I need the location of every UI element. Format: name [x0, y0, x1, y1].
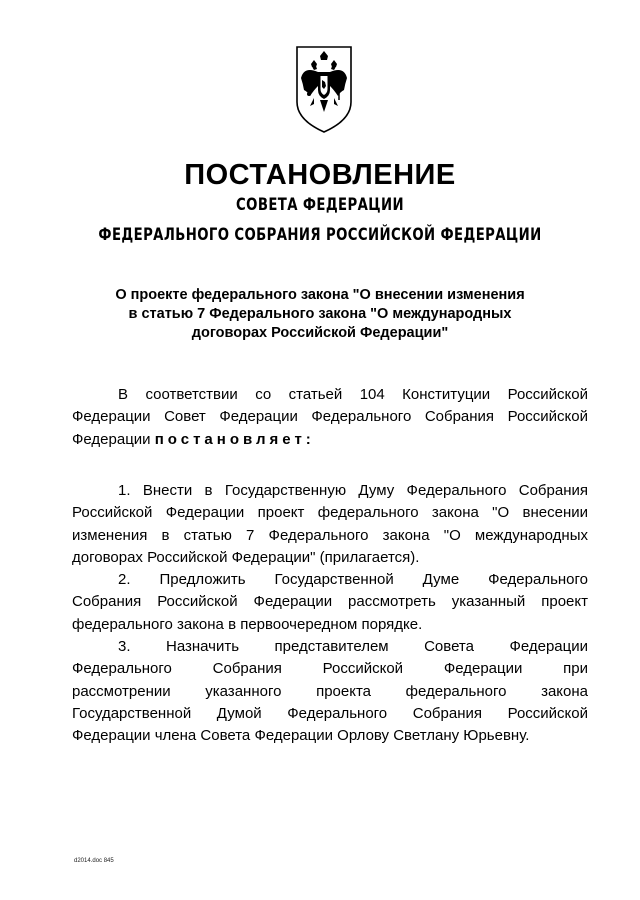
document-code: d2014.doc 845 — [74, 858, 114, 864]
preamble-paragraph — [72, 384, 588, 451]
preamble-line: Федерации Совет Федерации Федерального Собрания Российской — [72, 408, 588, 426]
subject-line: в статью 7 Федерального закона "О международных — [128, 306, 512, 322]
subject-line: договорах Российской Федерации" — [191, 325, 449, 341]
item-line: Российской Федерации проект федерального закона "О внесении — [72, 504, 588, 522]
item-line: 3. Назначить представителем Совета Федерации — [118, 638, 588, 656]
item-1 — [72, 480, 588, 569]
item-line: договорах Российской Федерации" (прилагается). — [72, 548, 420, 566]
item-line: Собрания Российской Федерации рассмотреть указанный проект — [72, 593, 588, 611]
preamble-line: В соответствии со статьей 104 Конституции Российской — [118, 386, 588, 403]
item-2 — [72, 569, 588, 636]
coat-of-arms-icon — [294, 44, 354, 134]
item-line: 1. Внести в Государственную Думу Федерального Собрания — [118, 482, 588, 499]
item-3 — [72, 636, 588, 747]
subject-line: О проекте федерального закона "О внесении изменения — [115, 287, 525, 303]
issuer-line-2: ФЕДЕРАЛЬНОГО СОБРАНИЯ РОССИЙСКОЙ ФЕДЕРАЦИИ — [98, 225, 542, 245]
item-line: 2. Предложить Государственной Думе Федерального — [118, 571, 588, 589]
decides-word: постановляет: — [154, 430, 315, 448]
document-title: ПОСТАНОВЛЕНИЕ — [184, 159, 456, 191]
resolution-items — [72, 480, 588, 748]
item-line: Федерального Собрания Российской Федерации при — [72, 660, 588, 678]
item-line: Федерации члена Совета Федерации Орлову Светлану Юрьевну. — [72, 727, 530, 745]
item-line: федерального закона в первоочередном порядке. — [72, 615, 423, 633]
issuer-line-1: СОВЕТА ФЕДЕРАЦИИ — [236, 195, 404, 215]
item-line: рассмотрении указанного проекта федерального закона — [72, 682, 588, 700]
preamble-line — [72, 429, 588, 451]
preamble-text: Федерации — [72, 430, 155, 448]
item-line: изменения в статью 7 Федерального закона "О международных — [72, 526, 588, 544]
resolution-subject — [92, 286, 548, 343]
item-line: Государственной Думой Федерального Собрания Российской — [72, 704, 588, 722]
